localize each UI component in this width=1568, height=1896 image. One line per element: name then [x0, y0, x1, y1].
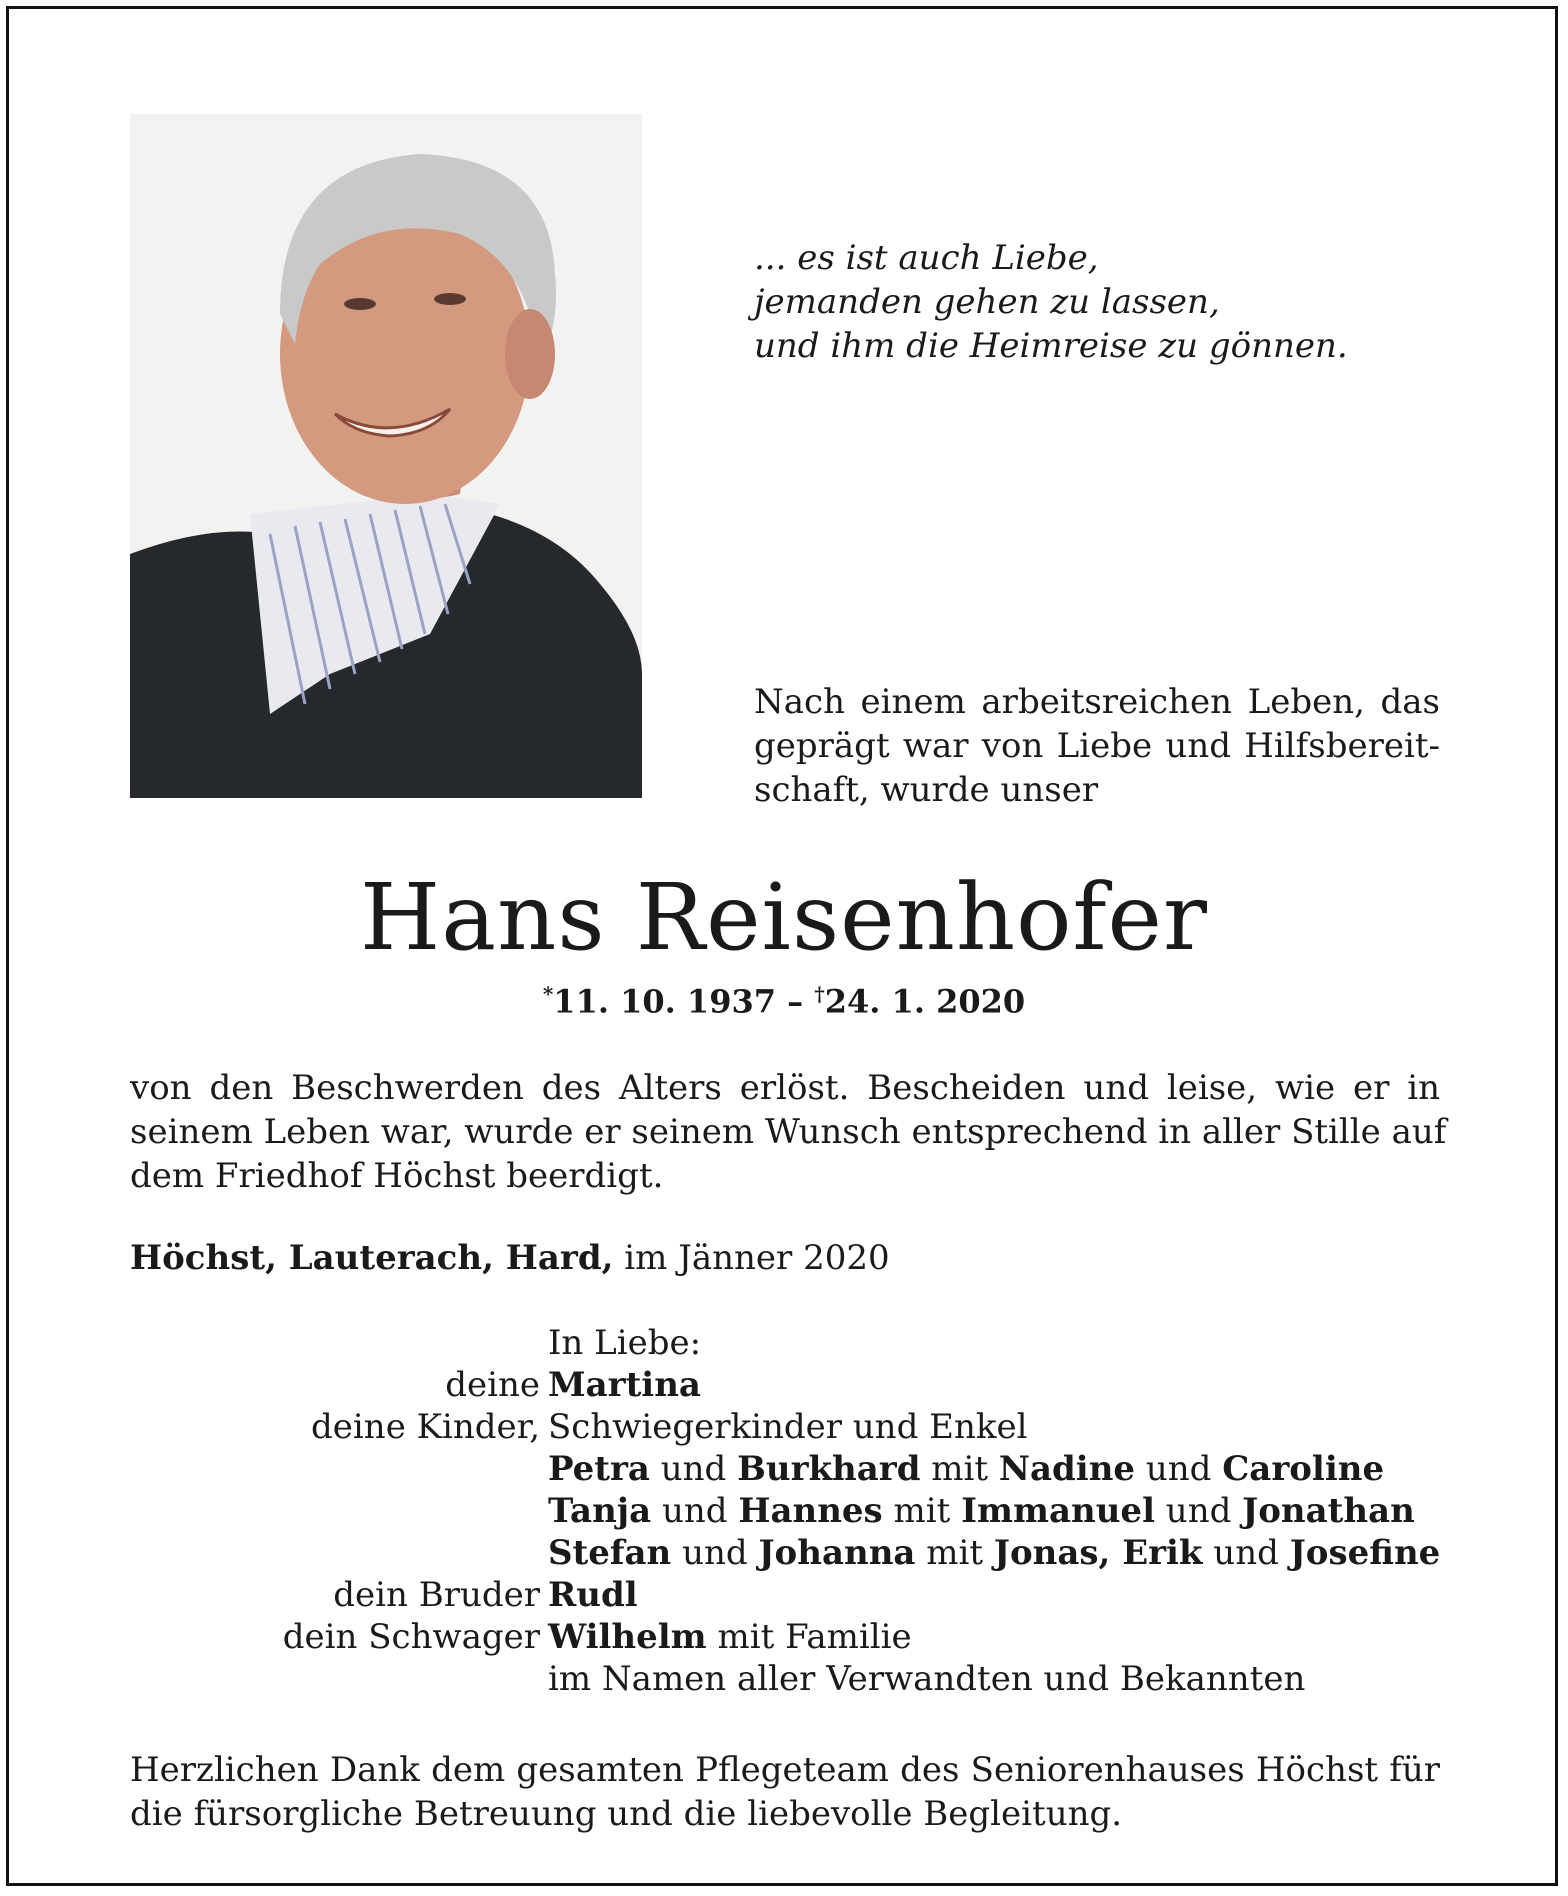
mourner-name: Petra [548, 1449, 650, 1489]
life-dates [0, 982, 1568, 1021]
birth-symbol: * [542, 982, 554, 1006]
connector-text: und [1154, 1491, 1243, 1531]
date-separator: – [775, 982, 815, 1021]
mourner-name: Stefan [548, 1533, 672, 1573]
body-line: von den Beschwerden des Alters erlöst. Bescheiden und leise, wie er in [130, 1068, 1440, 1108]
mourner-name: Martina [548, 1365, 701, 1405]
connector-text: und [651, 1491, 739, 1531]
connector-text: mit [915, 1533, 994, 1573]
connector-text: und [671, 1533, 759, 1573]
mourner-name: Hannes [738, 1491, 883, 1531]
connector-text: und [1202, 1533, 1290, 1573]
mourner-name: Immanuel [961, 1491, 1155, 1531]
mourner-name: Caroline [1222, 1449, 1385, 1489]
quote-line: und ihm die Heimreise zu gönnen. [754, 326, 1348, 366]
family-row [130, 1490, 1460, 1532]
death-symbol: † [814, 982, 825, 1006]
relatives-text: im Namen aller Verwandten und Bekannten [548, 1659, 1306, 1699]
memorial-quote [754, 236, 1348, 368]
relation-label: dein Schwager [282, 1617, 540, 1657]
relatives-row [130, 1658, 1460, 1700]
body-paragraph [130, 1066, 1447, 1198]
mourner-name: Wilhelm [548, 1617, 707, 1657]
connector-text: mit [882, 1491, 962, 1531]
mourner-name: Josefine [1289, 1533, 1441, 1573]
birth-date: 11. 10. 1937 [553, 982, 776, 1021]
intro-line: geprägt war von Liebe und Hilfsbereit- [754, 726, 1440, 766]
mourners-heading: In Liebe: [548, 1323, 702, 1363]
relation-label: dein Bruder [333, 1575, 540, 1615]
intro-line: Nach einem arbeitsreichen Leben, das [754, 682, 1440, 722]
children-intro: Schwiegerkinder und Enkel [548, 1407, 1028, 1447]
connector-text: und [1135, 1449, 1223, 1489]
place-and-date [130, 1236, 890, 1280]
connector-text: mit Familie [706, 1617, 912, 1657]
intro-line: schaft, wurde unser [754, 770, 1099, 810]
place-date: im Jänner 2020 [613, 1238, 890, 1278]
connector-text: und [649, 1449, 738, 1489]
quote-line: ... es ist auch Liebe, [754, 238, 1099, 278]
family-row [130, 1448, 1460, 1490]
quote-line: jemanden gehen zu lassen, [754, 282, 1220, 322]
relation-label: deine [445, 1365, 540, 1405]
body-line: seinem Leben war, wurde er seinem Wunsch entsprechend in aller Stille auf [130, 1112, 1447, 1152]
connector-text: mit [920, 1449, 999, 1489]
thanks-line: Herzlichen Dank dem gesamten Pflegeteam des Seniorenhauses Höchst für [130, 1750, 1440, 1790]
mourner-name: Tanja [548, 1491, 652, 1531]
portrait-photo [130, 114, 642, 798]
mourner-name: Jonathan [1242, 1491, 1415, 1531]
portrait-illustration [130, 114, 642, 798]
mourner-name: Rudl [548, 1575, 638, 1615]
mourners-list [130, 1322, 1460, 1700]
body-line: dem Friedhof Höchst beerdigt. [130, 1156, 664, 1196]
thanks-paragraph [130, 1748, 1440, 1836]
mourner-name: Johanna [758, 1533, 916, 1573]
thanks-line: die fürsorgliche Betreuung und die liebevolle Begleitung. [130, 1794, 1123, 1834]
place-towns: Höchst, Lauterach, Hard, [130, 1238, 614, 1278]
mourner-name: Burkhard [737, 1449, 921, 1489]
mourner-row [130, 1574, 1460, 1616]
relation-label: deine Kinder, [311, 1407, 540, 1447]
mourner-row [130, 1406, 1460, 1448]
mourner-name: Nadine [998, 1449, 1136, 1489]
death-date: 24. 1. 2020 [824, 982, 1026, 1021]
intro-paragraph [754, 680, 1440, 812]
family-row [130, 1532, 1460, 1574]
mourners-heading-row [130, 1322, 1460, 1364]
mourner-row [130, 1616, 1460, 1658]
deceased-name: Hans Reisenhofer [360, 864, 1208, 971]
mourner-name: Jonas, Erik [993, 1533, 1203, 1573]
mourner-row [130, 1364, 1460, 1406]
